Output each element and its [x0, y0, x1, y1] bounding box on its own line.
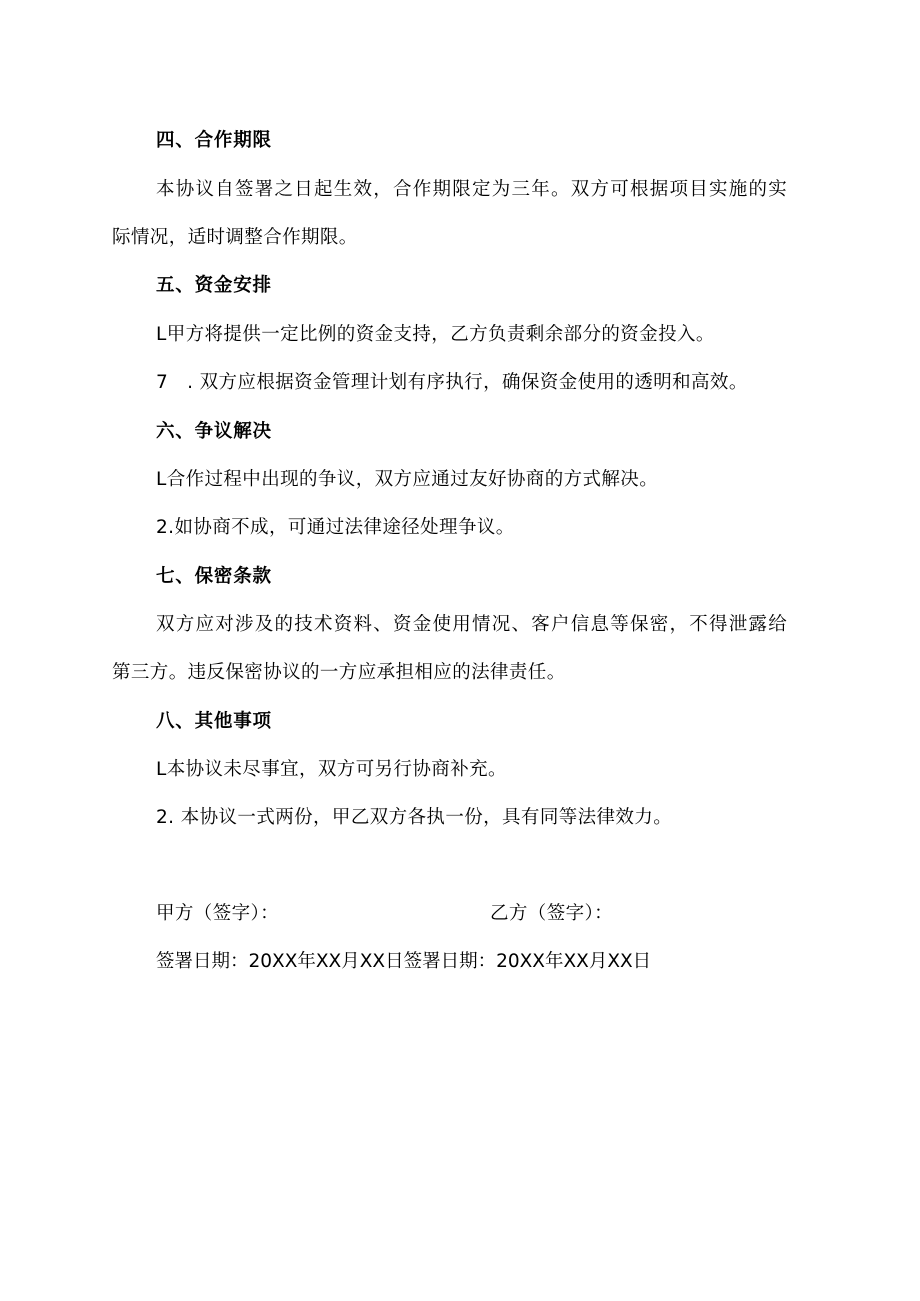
party-b-signature-label: 乙方（签字）： [490, 903, 614, 924]
section-6-item-1: L合作过程中出现的争议，双方应通过友好协商的方式解决。 [156, 469, 659, 490]
section-8-item-2: 2. 本协议一式两份，甲乙双方各执一份，具有同等法律效力。 [156, 807, 673, 828]
section-7-paragraph-line-1: 双方应对涉及的技术资料、资金使用情况、客户信息等保密，不得泄露给 [156, 614, 789, 635]
section-5-item-2: 7 . 双方应根据资金管理计划有序执行，确保资金使用的透明和高效。 [156, 372, 748, 393]
signing-date-line: 签署日期：20XX年XX月XX日签署日期：20XX年XX月XX日 [156, 951, 652, 972]
section-4-paragraph-line-2: 际情况，适时调整合作期限。 [112, 227, 358, 248]
section-7-heading: 七、保密条款 [156, 566, 272, 587]
party-a-signature-label: 甲方（签字）： [156, 903, 280, 924]
section-4-paragraph-line-1: 本协议自签署之日起生效，合作期限定为三年。双方可根据项目实施的实 [156, 179, 789, 200]
section-5-heading: 五、资金安排 [156, 275, 272, 296]
section-5-item-1: L甲方将提供一定比例的资金支持，乙方负责剩余部分的资金投入。 [156, 324, 715, 345]
section-6-heading: 六、争议解决 [156, 421, 272, 442]
section-4-heading: 四、合作期限 [156, 130, 272, 151]
section-6-item-2: 2.如协商不成，可通过法律途径处理争议。 [156, 517, 515, 538]
section-8-heading: 八、其他事项 [156, 711, 272, 732]
section-8-item-1: L本协议未尽事宜，双方可另行协商补充。 [156, 759, 507, 780]
section-7-paragraph-line-2: 第三方。违反保密协议的一方应承担相应的法律责任。 [112, 662, 566, 683]
